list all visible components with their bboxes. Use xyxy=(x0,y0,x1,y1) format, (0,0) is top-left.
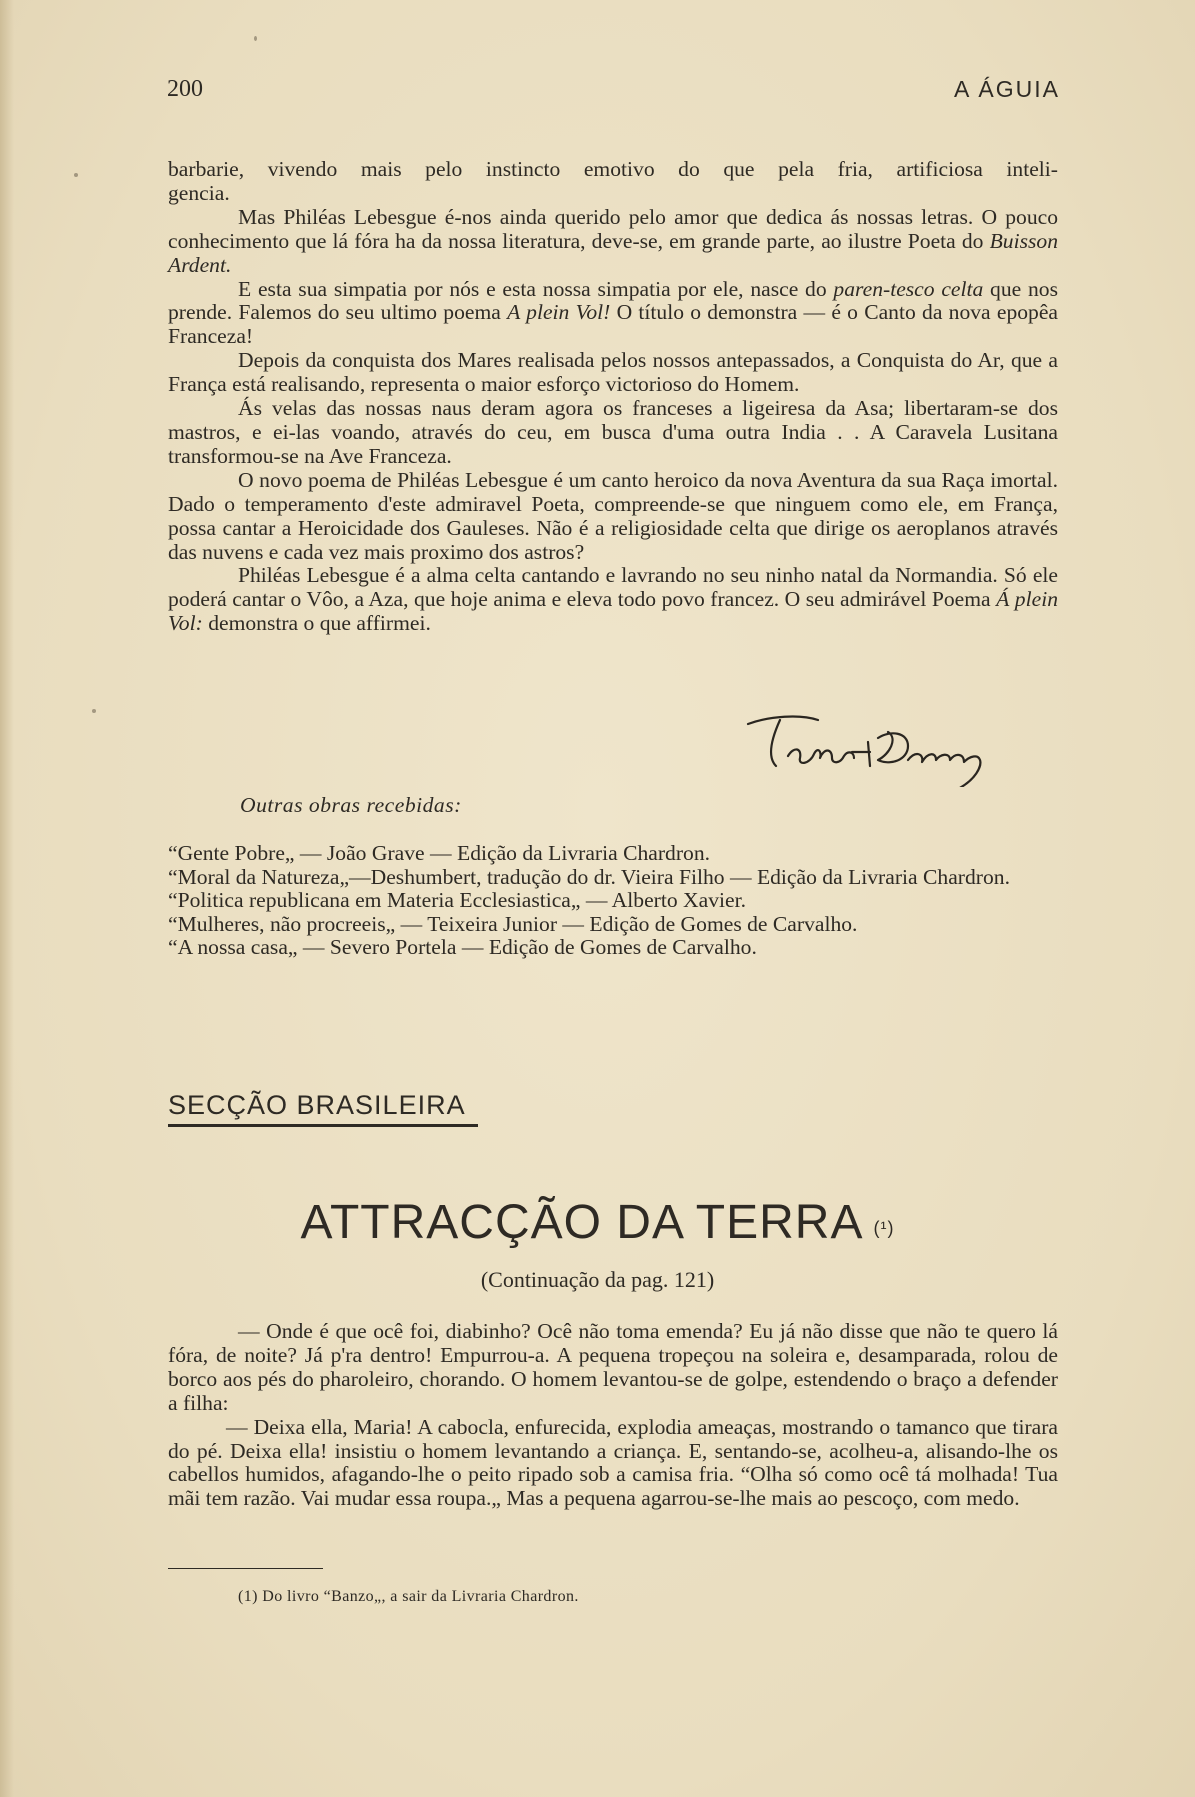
page-header xyxy=(167,76,1060,103)
text-run: E esta sua simpatia por nós e esta nossa simpatia por ele, nasce do xyxy=(238,276,834,301)
page-number: 200 xyxy=(167,76,203,102)
paragraph xyxy=(168,564,1058,636)
text-run: que nos prende. Falemos do seu ultimo poema xyxy=(168,276,1059,325)
list-item: “A nossa casa„ — Severo Portela — Edição de Gomes de Carvalho. xyxy=(168,935,757,960)
paper-speck xyxy=(74,173,78,177)
book-title: A plein Vol! xyxy=(507,300,611,325)
book-title: Buisson Ardent. xyxy=(168,228,1058,277)
list-item: “Mulheres, não procreeis„ — Teixeira Junior — Edição de Gomes de Carvalho. xyxy=(168,911,858,936)
paragraph: O novo poema de Philéas Lebesgue é um canto heroico da nova Aventura da sua Raça imortal. Dado o temperamento d'este admiravel Poeta, compreende-se que ninguem como ele, em França, possa cantar a Heroicidade dos Gauleses. Não é a religiosidade celta que dirige os aeroplanos através das nuvens e cada vez mais proximo dos astros? xyxy=(168,467,1058,564)
text-run: Philéas Lebesgue é a alma celta cantando e lavrando no seu ninho natal da Normandia. Só ele poderá cantar o Vôo, a Aza, que hoje anima e eleva todo povo francez. O seu admirável Poema xyxy=(168,563,1058,612)
list-item: “Gente Pobre„ — João Grave — Edição da Livraria Chardron. xyxy=(168,841,711,865)
section-heading: SECÇÃO BRASILEIRA xyxy=(168,1090,466,1120)
text-run: O título o demonstra — é o Canto da nova epopêa Franceza! xyxy=(168,300,1059,349)
paragraph xyxy=(168,278,1058,350)
emphasis: paren-tesco celta xyxy=(833,276,984,301)
article-title-text: ATTRACÇÃO DA TERRA xyxy=(300,1196,864,1249)
text-run: Mas Philéas Lebesgue é-nos ainda querido pelo amor que dedica ás nossas letras. O pouco conhecimento que lá fóra ha da nossa literatura, deve-se, em grande parte, ao ilustre Poeta do xyxy=(168,204,1058,253)
list-item: “Politica republicana em Materia Ecclesiastica„ — Alberto Xavier. xyxy=(168,888,746,913)
received-works-list xyxy=(168,842,1058,960)
text-line: gencia. xyxy=(168,180,230,205)
section-heading-underline xyxy=(168,1124,478,1127)
article-body-upper xyxy=(168,158,1058,636)
paragraph: Ás velas das nossas naus deram agora os franceses a ligeiresa da Asa; libertaram-se dos mastros, e ei-las voando, através do ceu, em busca d'uma outra India . . A Caravela Lusitana transformou-se na Ave Franceza. xyxy=(168,396,1058,468)
paper-speck xyxy=(92,709,96,713)
list-item: “Moral da Natureza„—Deshumbert, tradução do dr. Vieira Filho — Edição da Livraria Chardron. xyxy=(168,864,1010,889)
paragraph: Depois da conquista dos Mares realisada pelos nossos antepassados, a Conquista do Ar, que a França está realisando, representa o maior esforço victorioso do Homem. xyxy=(168,348,1058,397)
text-run: demonstra o que affirmei. xyxy=(202,611,431,636)
footnote-rule xyxy=(168,1568,323,1569)
article-title xyxy=(0,1195,1195,1250)
book-title: Á plein Vol: xyxy=(168,587,1058,636)
signature-image xyxy=(740,712,1040,787)
page-edge-shadow xyxy=(0,0,14,1797)
paragraph xyxy=(168,182,1058,206)
paragraph xyxy=(168,206,1058,278)
footnote: (1) Do livro “Banzo„, a sair da Livraria Chardron. xyxy=(238,1588,579,1605)
paragraph xyxy=(168,158,1058,182)
paper-speck xyxy=(254,36,257,41)
received-works-title: Outras obras recebidas: xyxy=(240,793,462,817)
article-body-lower xyxy=(168,1320,1058,1511)
paragraph: — Onde é que ocê foi, diabinho? Ocê não toma emenda? Eu já não disse que não te quero lá fóra, de noite? Já p'ra dentro! Empurrou-a. A pequena tropeçou na soleira e, desamparada, rolou de borco aos pés do pharoleiro, chorando. O homem levantou-se de golpe, estendendo o braço a defender a filha: xyxy=(168,1319,1058,1415)
paragraph: — Deixa ella, Maria! A cabocla, enfurecida, explodia ameaças, mostrando o tamanco que tirara do pé. Deixa ella! insistiu o homem levantando a criança. E, sentando-se, acolheu-a, alisando-lhe os cabellos humidos, afagando-lhe o peito ripado sob a camisa fria. “Olha só como ocê tá molhada! Tua mãi tem razão. Vai mudar essa roupa.„ Mas a pequena agarrou-se-lhe mais ao pescoço, com medo. xyxy=(168,1414,1058,1511)
footnote-reference: (¹) xyxy=(873,1218,895,1238)
article-subtitle: (Continuação da pag. 121) xyxy=(480,1267,715,1292)
text-line: barbarie, vivendo mais pelo instincto emotivo do que pela fria, artificiosa inteli- xyxy=(168,157,1058,181)
running-title: A ÁGUIA xyxy=(953,76,1060,102)
